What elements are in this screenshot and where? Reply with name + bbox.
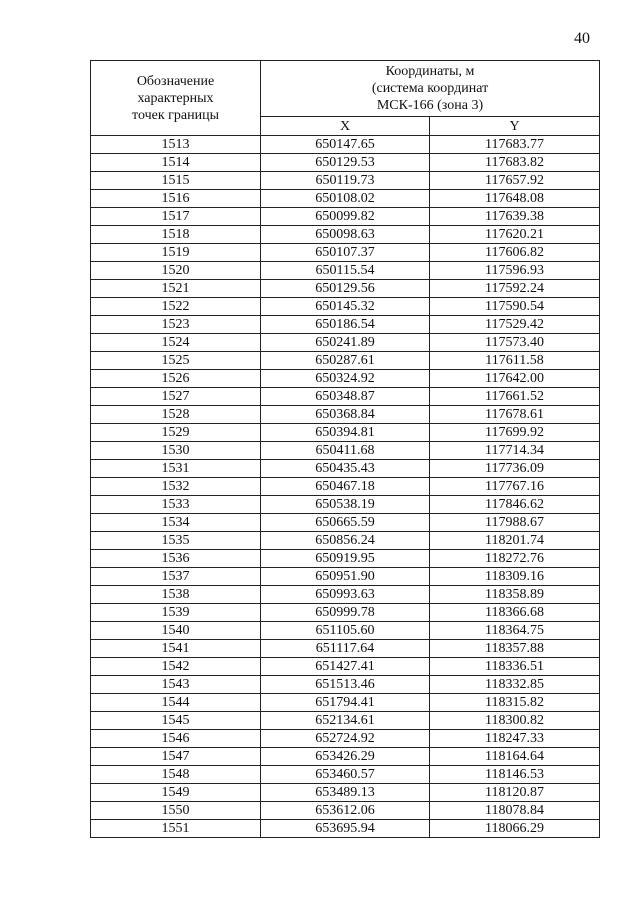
x-cell: 650919.95 [261,550,430,568]
y-cell: 117683.82 [430,154,600,172]
x-cell: 650394.81 [261,424,430,442]
x-cell: 651794.41 [261,694,430,712]
point-cell: 1547 [91,748,261,766]
coordinates-table [90,60,600,838]
x-cell: 651117.64 [261,640,430,658]
point-cell: 1548 [91,766,261,784]
table-row [91,190,600,208]
point-cell: 1539 [91,604,261,622]
point-cell: 1530 [91,442,261,460]
y-cell: 118272.76 [430,550,600,568]
table-row [91,658,600,676]
y-cell: 117657.92 [430,172,600,190]
point-cell: 1543 [91,676,261,694]
x-cell: 650107.37 [261,244,430,262]
point-cell: 1525 [91,352,261,370]
y-cell: 117678.61 [430,406,600,424]
table-row [91,622,600,640]
table-body [91,136,600,838]
table-row [91,532,600,550]
table-row [91,388,600,406]
point-cell: 1550 [91,802,261,820]
y-cell: 118364.75 [430,622,600,640]
point-cell: 1540 [91,622,261,640]
y-cell: 117642.00 [430,370,600,388]
point-cell: 1522 [91,298,261,316]
table-row [91,694,600,712]
table-row [91,406,600,424]
point-cell: 1538 [91,586,261,604]
table-row [91,334,600,352]
x-cell: 650241.89 [261,334,430,352]
y-cell: 117590.54 [430,298,600,316]
point-cell: 1545 [91,712,261,730]
y-column-header: Y [430,117,600,136]
x-cell: 650108.02 [261,190,430,208]
point-cell: 1521 [91,280,261,298]
x-cell: 650435.43 [261,460,430,478]
x-cell: 651513.46 [261,676,430,694]
y-cell: 118247.33 [430,730,600,748]
x-column-header: X [261,117,430,136]
table-row [91,712,600,730]
table-row [91,280,600,298]
y-cell: 118366.68 [430,604,600,622]
x-cell: 650115.54 [261,262,430,280]
y-cell: 117620.21 [430,226,600,244]
point-cell: 1524 [91,334,261,352]
point-cell: 1514 [91,154,261,172]
point-cell: 1541 [91,640,261,658]
coords-header-line: Координаты, м [385,64,475,79]
y-cell: 118146.53 [430,766,600,784]
x-cell: 650993.63 [261,586,430,604]
x-cell: 650098.63 [261,226,430,244]
table-row [91,586,600,604]
table-row [91,352,600,370]
table-row [91,802,600,820]
point-cell: 1516 [91,190,261,208]
x-cell: 650129.56 [261,280,430,298]
table-row [91,154,600,172]
table-row [91,766,600,784]
point-cell: 1527 [91,388,261,406]
table-row [91,226,600,244]
table-row [91,316,600,334]
point-cell: 1546 [91,730,261,748]
y-cell: 117767.16 [430,478,600,496]
x-cell: 650129.53 [261,154,430,172]
y-cell: 118066.29 [430,820,600,838]
table-row [91,676,600,694]
point-cell: 1517 [91,208,261,226]
coords-header-line: (система координат [371,81,489,96]
table-row [91,730,600,748]
point-cell: 1536 [91,550,261,568]
table-row [91,370,600,388]
y-cell: 117639.38 [430,208,600,226]
x-cell: 650665.59 [261,514,430,532]
table-row [91,748,600,766]
y-cell: 118164.64 [430,748,600,766]
y-cell: 118336.51 [430,658,600,676]
table-row [91,136,600,154]
x-cell: 650186.54 [261,316,430,334]
point-cell: 1519 [91,244,261,262]
y-cell: 118357.88 [430,640,600,658]
y-cell: 118078.84 [430,802,600,820]
y-cell: 117699.92 [430,424,600,442]
point-cell: 1531 [91,460,261,478]
point-cell: 1533 [91,496,261,514]
y-cell: 117606.82 [430,244,600,262]
y-cell: 117683.77 [430,136,600,154]
point-designation-header [91,61,261,136]
point-cell: 1515 [91,172,261,190]
table-row [91,604,600,622]
point-cell: 1542 [91,658,261,676]
y-cell: 117988.67 [430,514,600,532]
table-row [91,208,600,226]
x-cell: 650411.68 [261,442,430,460]
point-header-line: характерных [137,90,214,106]
point-header-line: точек границы [132,107,219,123]
x-cell: 650099.82 [261,208,430,226]
table-row [91,298,600,316]
x-cell: 650368.84 [261,406,430,424]
point-cell: 1544 [91,694,261,712]
y-cell: 118300.82 [430,712,600,730]
x-cell: 650348.87 [261,388,430,406]
table-row [91,568,600,586]
page-number: 40 [574,30,590,47]
x-cell: 650119.73 [261,172,430,190]
coords-header-line: МСК-166 (зона 3) [376,98,484,113]
x-cell: 653612.06 [261,802,430,820]
point-header-line: Обозначение [136,73,215,89]
table-row [91,442,600,460]
point-cell: 1551 [91,820,261,838]
table-row [91,172,600,190]
y-cell: 118332.85 [430,676,600,694]
table-row [91,496,600,514]
x-cell: 650538.19 [261,496,430,514]
point-cell: 1523 [91,316,261,334]
point-cell: 1549 [91,784,261,802]
y-cell: 118120.87 [430,784,600,802]
x-cell: 651105.60 [261,622,430,640]
table-row [91,424,600,442]
table-row [91,640,600,658]
x-cell: 653426.29 [261,748,430,766]
table-row [91,244,600,262]
y-cell: 117529.42 [430,316,600,334]
table-row [91,460,600,478]
table-row [91,478,600,496]
x-cell: 650145.32 [261,298,430,316]
point-cell: 1532 [91,478,261,496]
y-cell: 118315.82 [430,694,600,712]
y-cell: 117846.62 [430,496,600,514]
x-cell: 650147.65 [261,136,430,154]
point-cell: 1535 [91,532,261,550]
y-cell: 117573.40 [430,334,600,352]
y-cell: 117648.08 [430,190,600,208]
y-cell: 118201.74 [430,532,600,550]
x-cell: 650467.18 [261,478,430,496]
point-cell: 1513 [91,136,261,154]
table-row [91,514,600,532]
table-header-row [91,61,600,117]
y-cell: 118358.89 [430,586,600,604]
y-cell: 117714.34 [430,442,600,460]
x-cell: 650999.78 [261,604,430,622]
y-cell: 118309.16 [430,568,600,586]
x-cell: 653695.94 [261,820,430,838]
point-cell: 1528 [91,406,261,424]
table-row [91,820,600,838]
table-row [91,262,600,280]
x-cell: 650287.61 [261,352,430,370]
point-cell: 1520 [91,262,261,280]
x-cell: 651427.41 [261,658,430,676]
x-cell: 653460.57 [261,766,430,784]
y-cell: 117596.93 [430,262,600,280]
y-cell: 117736.09 [430,460,600,478]
table-row [91,784,600,802]
x-cell: 652134.61 [261,712,430,730]
x-cell: 653489.13 [261,784,430,802]
point-cell: 1526 [91,370,261,388]
coordinates-header [261,61,600,117]
x-cell: 650324.92 [261,370,430,388]
point-cell: 1518 [91,226,261,244]
y-cell: 117611.58 [430,352,600,370]
y-cell: 117592.24 [430,280,600,298]
y-cell: 117661.52 [430,388,600,406]
x-cell: 650856.24 [261,532,430,550]
point-cell: 1534 [91,514,261,532]
x-cell: 652724.92 [261,730,430,748]
table-row [91,550,600,568]
point-cell: 1537 [91,568,261,586]
x-cell: 650951.90 [261,568,430,586]
point-cell: 1529 [91,424,261,442]
